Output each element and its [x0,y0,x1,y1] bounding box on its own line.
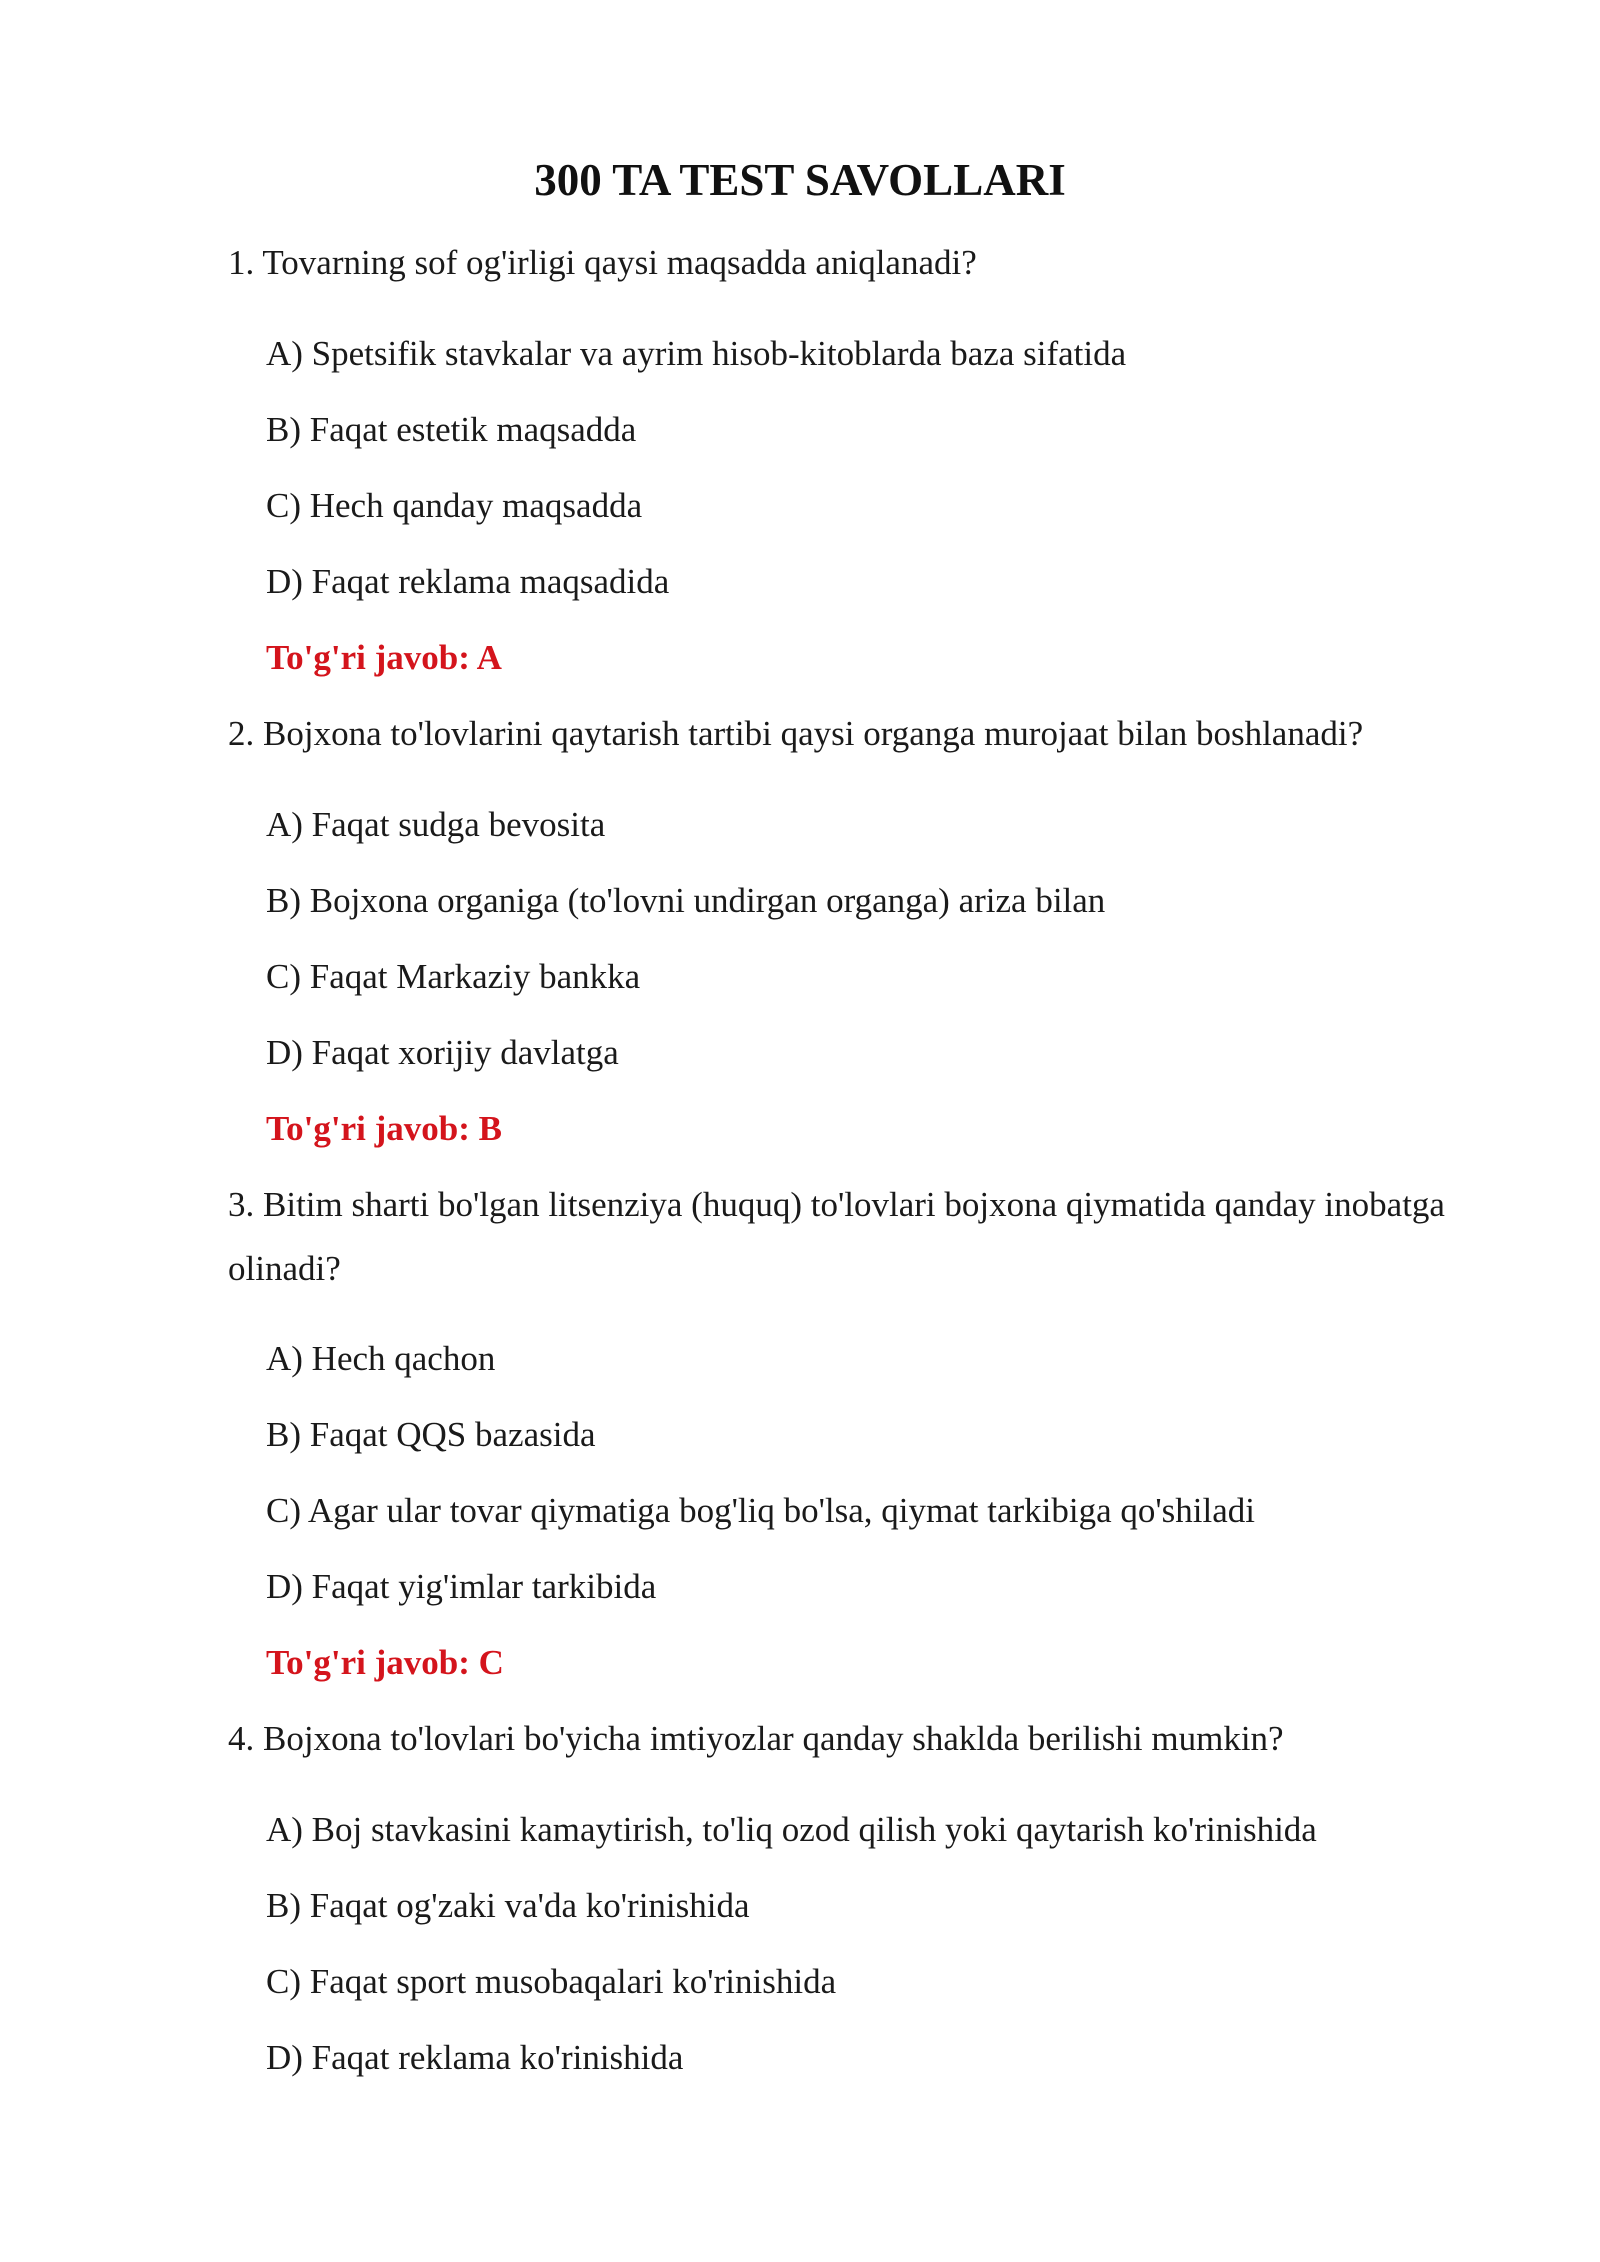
question-2-answer: To'g'ri javob: B [266,1109,502,1148]
question-1-option-d: D) Faqat reklama maqsadida [266,562,670,601]
question-1-answer: To'g'ri javob: A [266,638,502,677]
question-4-option-b: B) Faqat og'zaki va'da ko'rinishida [266,1886,750,1925]
question-2-option-d: D) Faqat xorijiy davlatga [266,1033,619,1072]
question-3-text: 3. Bitim sharti bo'lgan litsenziya (huquq) to'lovlari bojxona qiymatida qanday inobatga olinadi? [228,1185,1445,1288]
question-2-option-c: C) Faqat Markaziy bankka [266,957,641,996]
question-1-option-a: A) Spetsifik stavkalar va ayrim hisob-kitoblarda baza sifatida [266,334,1127,373]
question-3-option-c: C) Agar ular tovar qiymatiga bog'liq bo'lsa, qiymat tarkibiga qo'shiladi [266,1491,1256,1530]
question-3-answer: To'g'ri javob: C [266,1643,504,1682]
question-1-option-c: C) Hech qanday maqsadda [266,486,643,525]
question-1-option-b: B) Faqat estetik maqsadda [266,410,637,449]
question-3-option-b: B) Faqat QQS bazasida [266,1415,596,1454]
question-4-option-a: A) Boj stavkasini kamaytirish, to'liq ozod qilish yoki qaytarish ko'rinishida [266,1810,1317,1849]
question-1-text: 1. Tovarning sof og'irligi qaysi maqsadda aniqlanadi? [228,243,977,282]
question-4-text: 4. Bojxona to'lovlari bo'yicha imtiyozlar qanday shaklda berilishi mumkin? [228,1719,1284,1758]
page-title: 300 TA TEST SAVOLLARI [534,155,1066,205]
question-4-option-d: D) Faqat reklama ko'rinishida [266,2038,684,2077]
question-2-option-a: A) Faqat sudga bevosita [266,805,606,844]
question-4-option-c: C) Faqat sport musobaqalari ko'rinishida [266,1962,837,2001]
question-3-option-d: D) Faqat yig'imlar tarkibida [266,1567,657,1606]
question-2-option-b: B) Bojxona organiga (to'lovni undirgan organga) ariza bilan [266,881,1106,920]
question-3-option-a: A) Hech qachon [266,1339,496,1378]
question-2-text: 2. Bojxona to'lovlarini qaytarish tartibi qaysi organga murojaat bilan boshlanadi? [228,714,1364,753]
